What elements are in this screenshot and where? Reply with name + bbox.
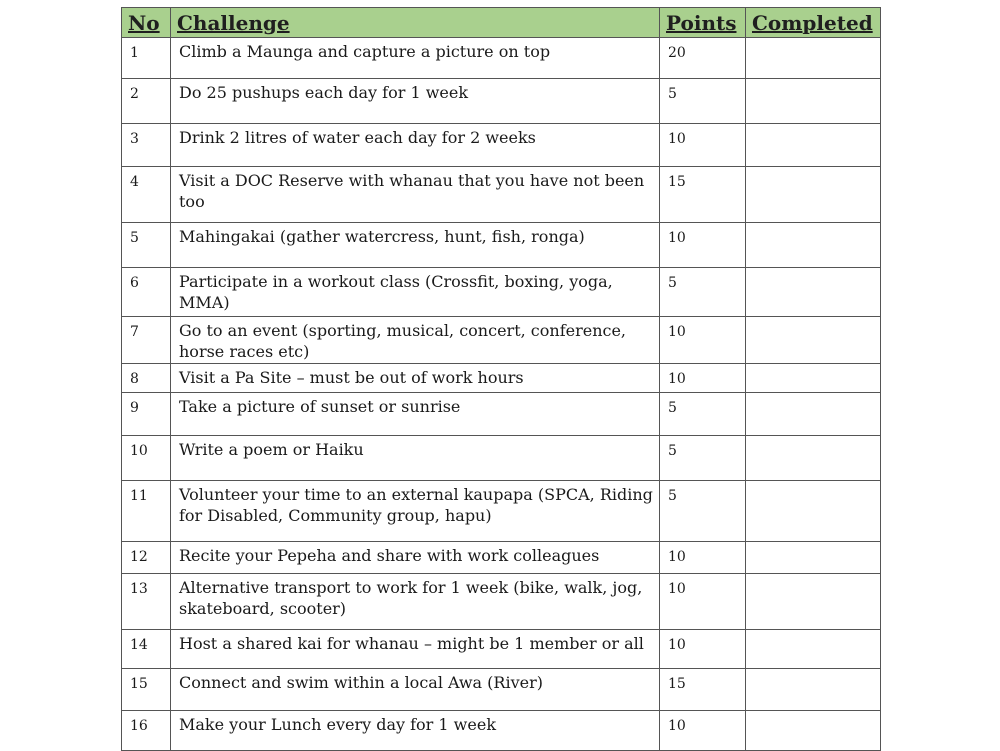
challenge-text: Volunteer your time to an external kaupapa (SPCA, Riding for Disabled, Community group, hapu): [171, 481, 660, 542]
points-value: 5: [660, 481, 746, 542]
row-number: 2: [122, 79, 171, 124]
challenge-text: Take a picture of sunset or sunrise: [171, 393, 660, 436]
points-value: 5: [660, 79, 746, 124]
challenge-text: Host a shared kai for whanau – might be 1 member or all: [171, 630, 660, 669]
table-row: [122, 364, 881, 393]
points-value: 10: [660, 364, 746, 393]
challenge-text: Drink 2 litres of water each day for 2 weeks: [171, 124, 660, 167]
completed-cell[interactable]: [746, 268, 881, 317]
completed-cell[interactable]: [746, 38, 881, 79]
row-number: 5: [122, 223, 171, 268]
header-row: [122, 8, 881, 38]
points-value: 5: [660, 268, 746, 317]
completed-cell[interactable]: [746, 711, 881, 751]
table-row: [122, 630, 881, 669]
challenge-table: [121, 7, 881, 751]
table-row: [122, 436, 881, 481]
completed-cell[interactable]: [746, 542, 881, 574]
completed-cell[interactable]: [746, 630, 881, 669]
row-number: 8: [122, 364, 171, 393]
row-number: 6: [122, 268, 171, 317]
challenge-text: Mahingakai (gather watercress, hunt, fish, ronga): [171, 223, 660, 268]
completed-cell[interactable]: [746, 436, 881, 481]
table-row: [122, 79, 881, 124]
points-value: 10: [660, 630, 746, 669]
challenge-text: Visit a DOC Reserve with whanau that you have not been too: [171, 167, 660, 223]
points-value: 10: [660, 223, 746, 268]
row-number: 1: [122, 38, 171, 79]
table-row: [122, 317, 881, 364]
challenge-text: Participate in a workout class (Crossfit, boxing, yoga, MMA): [171, 268, 660, 317]
points-value: 15: [660, 669, 746, 711]
row-number: 16: [122, 711, 171, 751]
completed-cell[interactable]: [746, 364, 881, 393]
table-row: [122, 38, 881, 79]
header-challenge: Challenge: [171, 8, 660, 38]
row-number: 4: [122, 167, 171, 223]
row-number: 13: [122, 574, 171, 630]
completed-cell[interactable]: [746, 481, 881, 542]
row-number: 11: [122, 481, 171, 542]
completed-cell[interactable]: [746, 669, 881, 711]
points-value: 10: [660, 542, 746, 574]
points-value: 10: [660, 574, 746, 630]
table-row: [122, 481, 881, 542]
completed-cell[interactable]: [746, 124, 881, 167]
row-number: 10: [122, 436, 171, 481]
challenge-text: Go to an event (sporting, musical, concert, conference, horse races etc): [171, 317, 660, 364]
points-value: 5: [660, 436, 746, 481]
table-row: [122, 167, 881, 223]
challenge-text: Make your Lunch every day for 1 week: [171, 711, 660, 751]
table-row: [122, 711, 881, 751]
challenge-text: Alternative transport to work for 1 week (bike, walk, jog, skateboard, scooter): [171, 574, 660, 630]
row-number: 7: [122, 317, 171, 364]
table-row: [122, 268, 881, 317]
table-row: [122, 393, 881, 436]
completed-cell[interactable]: [746, 223, 881, 268]
row-number: 12: [122, 542, 171, 574]
row-number: 14: [122, 630, 171, 669]
header-completed: Completed: [746, 8, 881, 38]
challenge-text: Do 25 pushups each day for 1 week: [171, 79, 660, 124]
points-value: 10: [660, 124, 746, 167]
row-number: 15: [122, 669, 171, 711]
header-no: No: [122, 8, 171, 38]
table-row: [122, 542, 881, 574]
completed-cell[interactable]: [746, 574, 881, 630]
challenge-text: Write a poem or Haiku: [171, 436, 660, 481]
points-value: 20: [660, 38, 746, 79]
header-points: Points: [660, 8, 746, 38]
completed-cell[interactable]: [746, 393, 881, 436]
points-value: 15: [660, 167, 746, 223]
completed-cell[interactable]: [746, 317, 881, 364]
completed-cell[interactable]: [746, 79, 881, 124]
table-row: [122, 669, 881, 711]
row-number: 3: [122, 124, 171, 167]
row-number: 9: [122, 393, 171, 436]
table-row: [122, 223, 881, 268]
challenge-text: Visit a Pa Site – must be out of work hours: [171, 364, 660, 393]
table-row: [122, 574, 881, 630]
points-value: 10: [660, 317, 746, 364]
table-row: [122, 124, 881, 167]
points-value: 5: [660, 393, 746, 436]
points-value: 10: [660, 711, 746, 751]
challenge-text: Recite your Pepeha and share with work colleagues: [171, 542, 660, 574]
challenge-text: Climb a Maunga and capture a picture on top: [171, 38, 660, 79]
completed-cell[interactable]: [746, 167, 881, 223]
challenge-text: Connect and swim within a local Awa (River): [171, 669, 660, 711]
